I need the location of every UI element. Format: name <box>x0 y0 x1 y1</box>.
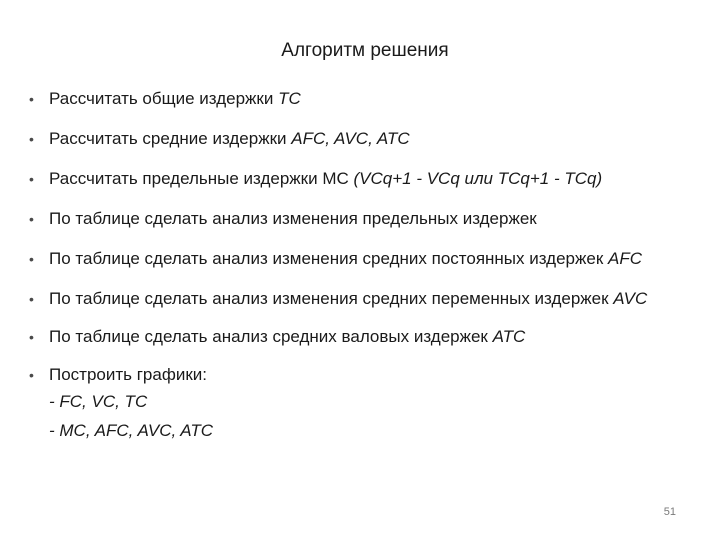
bullet-emphasis: (VCq+1 - VCq или TCq+1 - TCq) <box>353 169 603 188</box>
bullet-emphasis: AVC <box>613 289 648 308</box>
page-number: 51 <box>663 506 676 518</box>
bullet-icon: • <box>29 131 34 147</box>
bullet-item <box>29 207 699 231</box>
bullet-item <box>29 127 699 151</box>
bullet-text: По таблице сделать анализ изменения средних переменных издержек <box>49 289 614 308</box>
bullet-item <box>29 363 699 445</box>
bullet-text: Рассчитать средние издержки <box>49 129 292 148</box>
bullet-item <box>29 325 699 349</box>
sub-line: - FC, VC, TC <box>49 392 148 411</box>
bullet-text: По таблице сделать анализ изменения средних постоянных издержек <box>49 249 608 268</box>
bullet-text: Рассчитать общие издержки <box>49 89 279 108</box>
bullet-emphasis: AFC <box>607 249 642 268</box>
bullet-item <box>29 87 699 111</box>
bullet-icon: • <box>29 91 34 107</box>
bullet-text: По таблице сделать анализ изменения предельных издержек <box>49 209 537 228</box>
bullet-icon: • <box>29 329 34 345</box>
bullet-emphasis: TC <box>278 89 301 108</box>
bullet-text: Построить графики: <box>49 365 207 384</box>
bullet-item <box>29 167 699 191</box>
bullet-list <box>29 87 699 461</box>
slide-title: Алгоритм решения <box>281 40 449 61</box>
bullet-icon: • <box>29 211 34 227</box>
bullet-text: Рассчитать предельные издержки МС <box>49 169 354 188</box>
bullet-icon: • <box>29 291 34 307</box>
bullet-emphasis: ATC <box>492 327 526 346</box>
bullet-icon: • <box>29 367 34 383</box>
sub-line: - MC, AFC, AVC, ATC <box>49 421 214 440</box>
bullet-text: По таблице сделать анализ средних валовых издержек <box>49 327 493 346</box>
bullet-icon: • <box>29 251 34 267</box>
bullet-item <box>29 247 699 271</box>
bullet-item <box>29 287 699 311</box>
bullet-emphasis: AFC, AVC, ATC <box>291 129 410 148</box>
bullet-icon: • <box>29 171 34 187</box>
